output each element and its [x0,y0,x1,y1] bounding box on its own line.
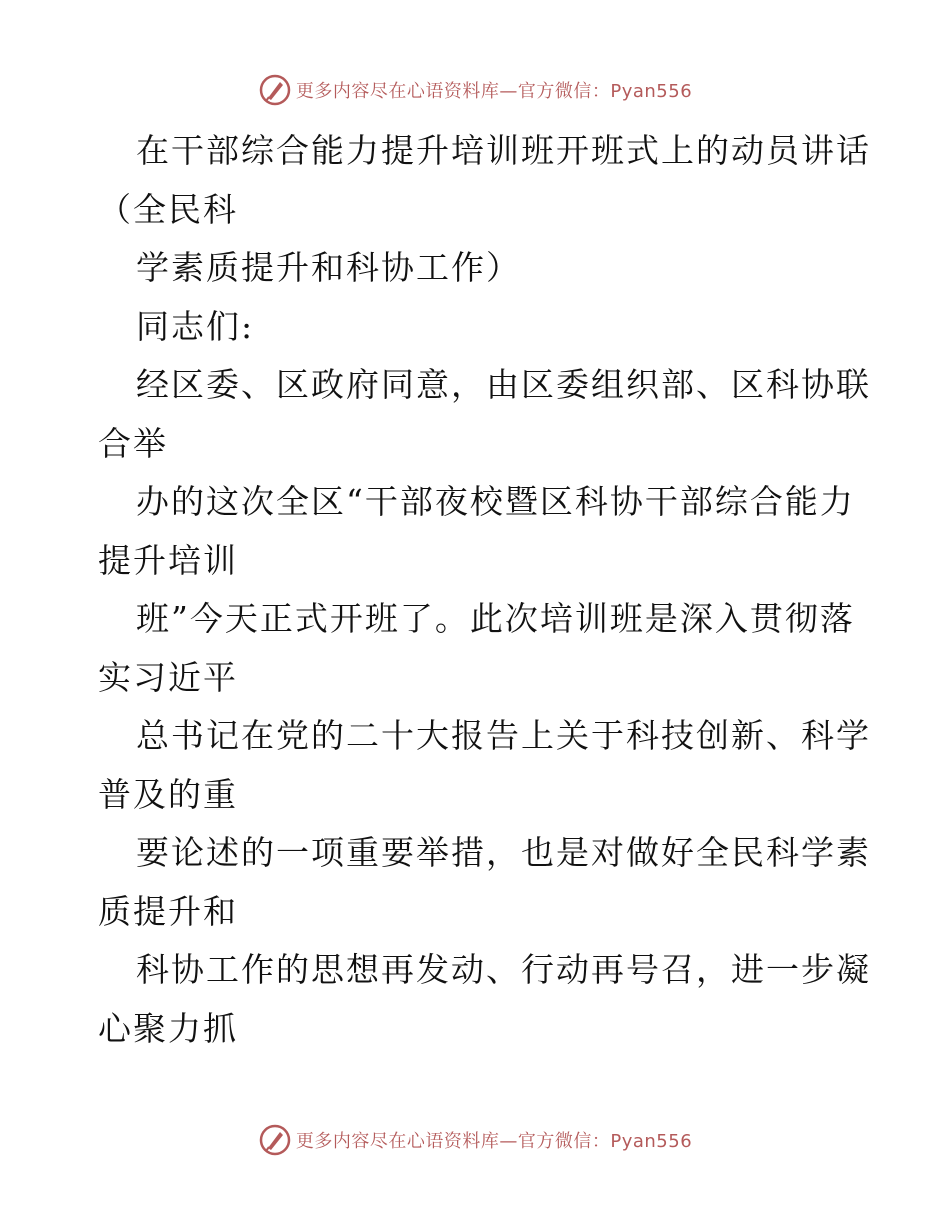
doc-line: 实习近平 [98,657,238,697]
quill-logo-icon [258,1123,292,1157]
doc-line-salutation: 同志们: [136,306,255,346]
doc-line: 要论述的一项重要举措，也是对做好全民科学素 [136,833,871,872]
quill-logo-icon [258,73,292,107]
document-body [98,122,871,1058]
doc-line: 合举 [98,423,168,463]
doc-line: 普及的重 [98,774,238,814]
header-watermark [0,70,950,110]
doc-line: 经区委、区政府同意，由区委组织部、区科协联 [136,365,871,404]
doc-line-title: 在干部综合能力提升培训班开班式上的动员讲话 [136,131,871,170]
doc-line: 心聚力抓 [98,1008,238,1048]
doc-line: 科协工作的思想再发动、行动再号召，进一步凝 [136,950,871,989]
doc-line: 质提升和 [98,891,238,931]
doc-line: 学素质提升和科协工作） [136,248,521,287]
footer-watermark [0,1120,950,1160]
doc-line: 提升培训 [98,540,238,580]
doc-line: 办的这次全区“干部夜校暨区科协干部综合能力 [136,482,855,521]
watermark-text: 更多内容尽在心语资料库—官方微信：Pyan556 [295,81,693,102]
doc-line: （全民科 [98,189,238,229]
doc-line: 班”今天正式开班了。此次培训班是深入贯彻落 [136,599,855,638]
watermark-text: 更多内容尽在心语资料库—官方微信：Pyan556 [295,1131,693,1152]
doc-line: 总书记在党的二十大报告上关于科技创新、科学 [136,716,871,755]
